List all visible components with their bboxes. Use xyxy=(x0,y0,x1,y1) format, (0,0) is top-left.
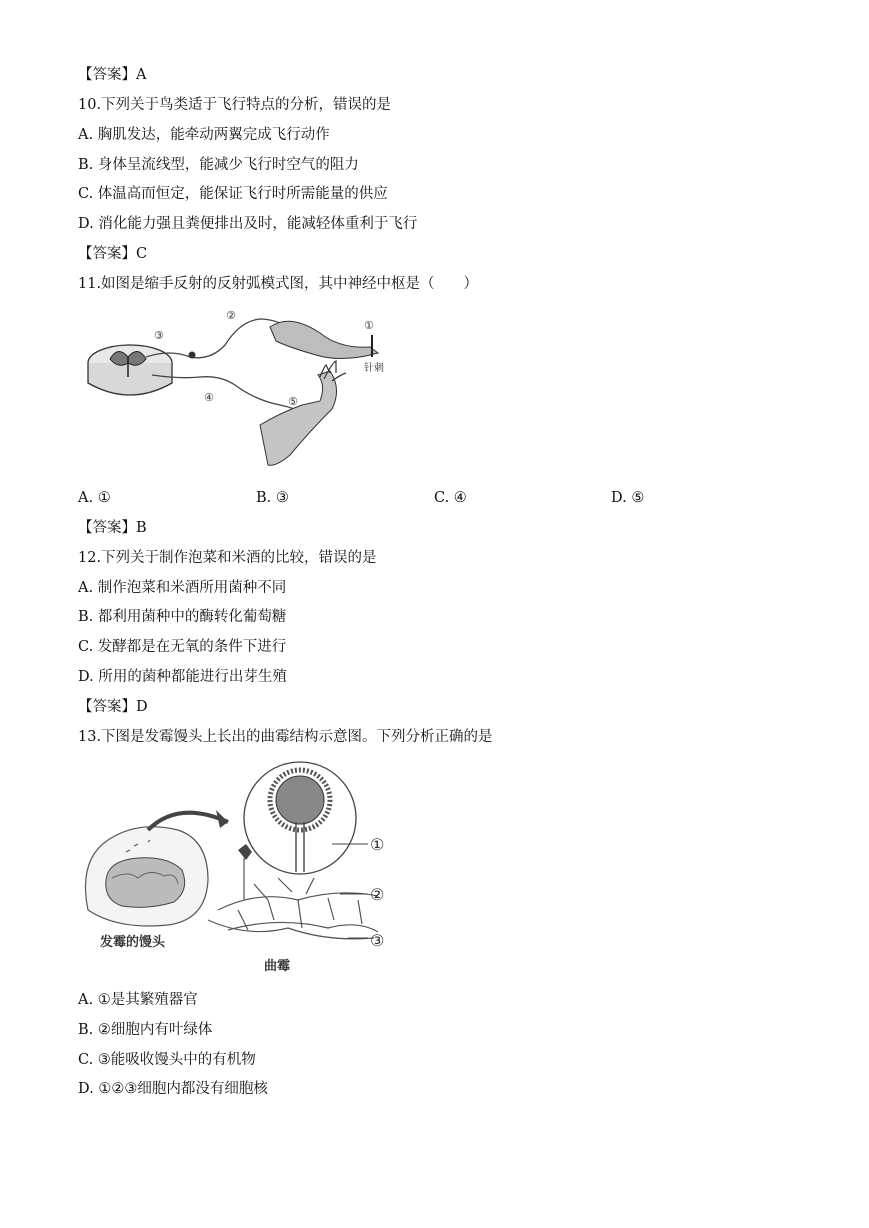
q12-option-d: D. 所用的菌种都能进行出芽生殖 xyxy=(78,669,287,685)
bread-caption: 发霉的馒头 xyxy=(100,935,166,950)
q11-option-d: D. ⑤ xyxy=(611,490,645,506)
mold-caption: 曲霉 xyxy=(264,959,291,974)
q11-option-c: C. ④ xyxy=(434,490,467,506)
lower-arm xyxy=(260,371,337,465)
q10-option-a: A. 胸肌发达，能牵动两翼完成飞行动作 xyxy=(78,127,330,143)
label-4: ④ xyxy=(204,391,214,404)
q13-option-d: D. ①②③细胞内都没有细胞核 xyxy=(78,1081,268,1097)
answer-q10: 【答案】C xyxy=(78,246,148,262)
label-5: ⑤ xyxy=(288,395,298,408)
q10-option-b: B. 身体呈流线型，能减少飞行时空气的阻力 xyxy=(78,157,359,173)
small-mold xyxy=(238,844,252,900)
hyphae xyxy=(208,878,378,939)
label-2: ② xyxy=(226,309,236,322)
question-11-stem: 11.如图是缩手反射的反射弧模式图，其中神经中枢是（ ） xyxy=(78,276,479,292)
moldy-bun xyxy=(86,827,209,926)
question-12-stem: 12.下列关于制作泡菜和米酒的比较，错误的是 xyxy=(78,550,377,566)
spinal-cord xyxy=(88,345,172,395)
question-13-stem: 13.下图是发霉馒头上长出的曲霉结构示意图。下列分析正确的是 xyxy=(78,729,493,745)
needle-label: 针刺 xyxy=(364,363,384,374)
magnified-sporangium xyxy=(244,762,356,874)
question-10-stem: 10.下列关于鸟类适于飞行特点的分析，错误的是 xyxy=(78,97,392,113)
label-1: ① xyxy=(364,319,374,332)
q12-option-b: B. 都利用菌种中的酶转化葡萄糖 xyxy=(78,609,287,625)
answer-q11: 【答案】B xyxy=(78,520,147,536)
label-2: ② xyxy=(370,885,385,904)
answer-q12: 【答案】D xyxy=(78,699,148,715)
aspergillus-figure xyxy=(78,760,398,980)
upper-arm xyxy=(270,321,378,358)
q12-option-c: C. 发酵都是在无氧的条件下进行 xyxy=(78,639,287,655)
q13-option-a: A. ①是其繁殖器官 xyxy=(78,992,198,1008)
q13-option-b: B. ②细胞内有叶绿体 xyxy=(78,1022,213,1038)
reflex-arc-figure xyxy=(80,305,400,477)
answer-q9: 【答案】A xyxy=(78,67,147,83)
q13-option-c: C. ③能吸收馒头中的有机物 xyxy=(78,1052,256,1068)
label-3: ③ xyxy=(154,329,164,342)
label-3: ③ xyxy=(370,931,385,950)
ganglion xyxy=(189,352,196,359)
q10-option-d: D. 消化能力强且粪便排出及时，能减轻体重利于飞行 xyxy=(78,216,418,232)
q11-option-a: A. ① xyxy=(78,490,111,506)
motor-nerve xyxy=(152,375,308,415)
q12-option-a: A. 制作泡菜和米酒所用菌种不同 xyxy=(78,580,287,596)
label-1: ① xyxy=(370,835,385,854)
q10-option-c: C. 体温高而恒定，能保证飞行时所需能量的供应 xyxy=(78,186,388,202)
q11-option-b: B. ③ xyxy=(256,490,289,506)
